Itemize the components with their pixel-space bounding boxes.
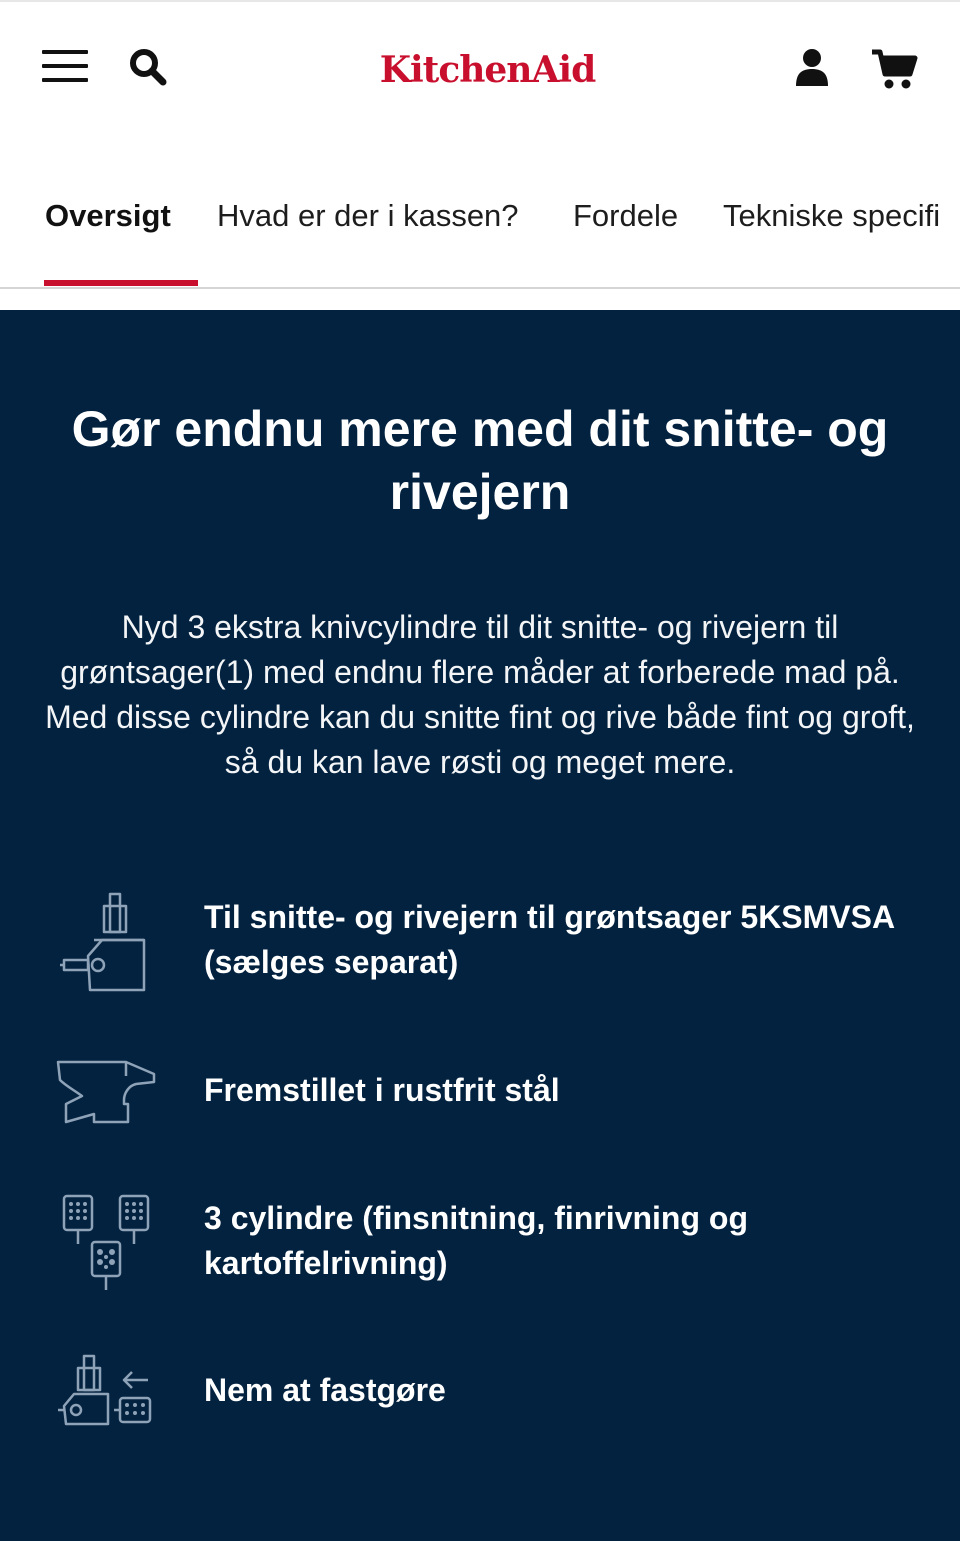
tabs-divider bbox=[0, 287, 960, 289]
slicer-attachment-icon bbox=[54, 890, 158, 994]
cart-icon[interactable] bbox=[870, 46, 918, 92]
section-intro: Nyd 3 ekstra knivcylindre til dit snitte- og rivejern til grøntsager(1) med endnu flere måder at forberede mad på. Med disse cylindre kan du snitte fint og rive både fint og groft, så du kan lave røsti og meget mere. bbox=[45, 609, 915, 780]
tab-fordele[interactable]: Fordele bbox=[573, 198, 679, 233]
feature-text: Fremstillet i rustfrit stål bbox=[204, 1072, 560, 1108]
search-icon[interactable] bbox=[126, 46, 170, 90]
tab-tekniske-specifikationer[interactable]: Tekniske specifi bbox=[723, 198, 941, 233]
logo-text: KitchenAid bbox=[379, 49, 596, 91]
section-headline: Gør endnu mere med dit snitte- og rivejern bbox=[71, 401, 889, 520]
site-header bbox=[0, 2, 960, 132]
feature-section bbox=[0, 310, 960, 1541]
feature-text: Til snitte- og rivejern til grøntsager 5KSMVSA (sælges separat) bbox=[204, 899, 894, 980]
hamburger-menu-icon[interactable] bbox=[42, 50, 90, 86]
cylinders-icon bbox=[54, 1190, 158, 1294]
tab-oversigt[interactable]: Oversigt bbox=[45, 198, 171, 233]
user-icon[interactable] bbox=[792, 46, 832, 90]
feature-text: Nem at fastgøre bbox=[204, 1372, 446, 1408]
anvil-icon bbox=[54, 1040, 158, 1144]
kitchenaid-logo[interactable] bbox=[345, 48, 630, 92]
tab-hvad-er-der-i-kassen[interactable]: Hvad er der i kassen? bbox=[217, 198, 519, 233]
attach-cylinder-icon bbox=[54, 1350, 158, 1454]
feature-text: 3 cylindre (finsnitning, finrivning og kartoffelrivning) bbox=[204, 1200, 748, 1281]
product-tabs bbox=[0, 170, 960, 288]
active-tab-indicator bbox=[44, 280, 198, 286]
